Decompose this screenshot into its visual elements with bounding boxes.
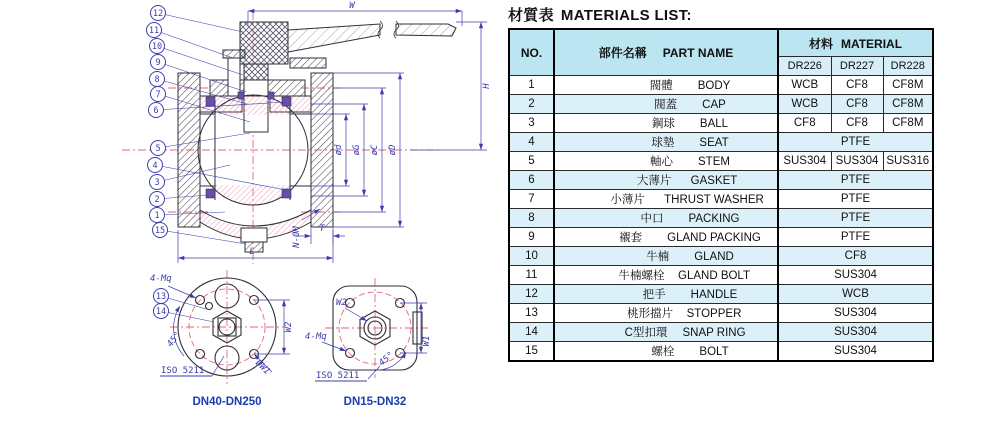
cell-material-merged: PTFE: [778, 133, 933, 152]
callout-number-4: 4: [152, 161, 158, 171]
cell-no: 2: [509, 95, 554, 114]
part-name-en: GLAND BOLT: [678, 270, 750, 282]
cell-material-merged: PTFE: [778, 190, 933, 209]
part-name-zh: 中口: [640, 213, 664, 225]
cell-no: 13: [509, 304, 554, 323]
cell-part-name: [554, 266, 778, 285]
callout-leader: [158, 133, 250, 148]
view-b-bolt-label: 4-Mq: [305, 332, 327, 342]
part-name-en: STOPPER: [686, 308, 742, 320]
view-a-w1-label: ØW1: [253, 358, 272, 377]
cell-part-name: [554, 228, 778, 247]
part-name-zh: 閥體: [649, 80, 673, 92]
cell-part-name: [554, 304, 778, 323]
callout-number-9: 9: [155, 58, 161, 68]
callout-number-7: 7: [155, 90, 161, 100]
cell-part-name: [554, 323, 778, 342]
callout-number-3: 3: [154, 178, 160, 188]
part-name-en: GASKET: [690, 175, 738, 187]
handle-hub: [240, 22, 288, 64]
dim-c-label: øC: [370, 144, 380, 156]
table-row: [509, 323, 933, 342]
cell-part-name: [554, 76, 778, 95]
materials-tbody: [509, 76, 933, 361]
col-header-dr227: DR227: [831, 57, 883, 76]
cell-material: SUS304: [778, 152, 831, 171]
part-name-zh: 大薄片: [636, 175, 672, 187]
callout-leader: [158, 13, 243, 32]
cell-no: 12: [509, 285, 554, 304]
callout-leader: [151, 30, 233, 58]
callout-number-14: 14: [155, 307, 167, 317]
cell-material-merged: PTFE: [778, 228, 933, 247]
cell-part-name: [554, 209, 778, 228]
dim-dbig-label: øD: [388, 144, 398, 156]
callout-number-1: 1: [154, 211, 160, 221]
part-name-zh: 軸心: [650, 156, 674, 168]
valve-body-section: [178, 21, 456, 252]
cell-part-name: [554, 171, 778, 190]
cell-no: 7: [509, 190, 554, 209]
cell-part-name: [554, 95, 778, 114]
table-row: [509, 133, 933, 152]
cell-no: 3: [509, 114, 554, 133]
callout-number-2: 2: [154, 195, 160, 205]
table-row: [509, 190, 933, 209]
callout-number-12: 12: [152, 9, 164, 19]
view-b-w2-label: W2: [336, 298, 347, 308]
part-name-zh: 牛楠: [646, 251, 670, 263]
view-a-iso-label: ISO 5211: [161, 366, 205, 376]
table-row: [509, 247, 933, 266]
left-flange: [178, 73, 200, 227]
cell-part-name: [554, 285, 778, 304]
part-name-en: SNAP RING: [682, 327, 746, 339]
cell-no: 11: [509, 266, 554, 285]
material-header-zh: 材料: [808, 36, 833, 51]
cell-no: 8: [509, 209, 554, 228]
cell-part-name: [554, 133, 778, 152]
part-name-zh: 桃形擋片: [627, 308, 674, 320]
materials-table: [508, 28, 934, 362]
cell-material: CF8M: [883, 95, 933, 114]
callout-number-11: 11: [148, 26, 160, 36]
part-name-en: CAP: [702, 99, 726, 111]
dim-h-label: H: [482, 83, 492, 89]
table-row: [509, 209, 933, 228]
dim-nm-label: N-ØM: [292, 226, 302, 248]
part-name-en: STEM: [698, 156, 730, 168]
part-name-en: GLAND: [694, 251, 734, 263]
cell-material-merged: SUS304: [778, 304, 933, 323]
cell-no: 9: [509, 228, 554, 247]
cell-material-merged: SUS304: [778, 323, 933, 342]
callout-number-10: 10: [151, 42, 163, 52]
flange-view-b: [305, 278, 432, 408]
view-a-angle-label: 45°: [165, 330, 184, 350]
dim-t-label: T: [319, 224, 325, 234]
title-en: MATERIALS LIST:: [560, 7, 692, 24]
table-row: [509, 285, 933, 304]
dim-g-label: øG: [352, 144, 362, 156]
dim-w-label: W: [349, 1, 355, 11]
cell-material: WCB: [778, 95, 831, 114]
material-header-en: MATERIAL: [840, 36, 903, 51]
col-header-no: NO.: [509, 29, 554, 76]
part-name-en: BOLT: [699, 345, 729, 358]
view-a-caption: DN40-DN250: [192, 396, 262, 408]
part-name-zh: 螺栓: [651, 345, 675, 358]
col-header-dr228: DR228: [883, 57, 933, 76]
table-row: [509, 152, 933, 171]
materials-list-title: [508, 4, 692, 25]
callout-number-6: 6: [153, 106, 159, 116]
cell-material-merged: PTFE: [778, 209, 933, 228]
callout-number-5: 5: [155, 144, 161, 154]
cell-no: 6: [509, 171, 554, 190]
callout-number-8: 8: [154, 75, 160, 85]
col-header-material: [778, 29, 933, 57]
view-a-bolt-label: 4-Mq: [150, 274, 172, 284]
cell-part-name: [554, 114, 778, 133]
part-name-en: GLAND PACKING: [667, 232, 761, 244]
view-a-w2-label: W2: [284, 321, 294, 333]
table-row: [509, 95, 933, 114]
title-zh: 材質表: [508, 7, 554, 24]
part-name-zh: C型扣環: [624, 327, 668, 339]
part-name-zh: 小薄片: [610, 194, 645, 206]
part-name-header-en: PART NAME: [662, 46, 734, 60]
cell-material: WCB: [778, 76, 831, 95]
view-b-angle-label: 45°: [377, 350, 397, 369]
callout-number-13: 13: [155, 292, 167, 302]
handle-lever: [288, 24, 380, 52]
cell-material: CF8: [778, 114, 831, 133]
flange-view-a: [150, 270, 294, 408]
cell-material-merged: CF8: [778, 247, 933, 266]
part-name-zh: 鋼球: [651, 118, 675, 130]
part-name-zh: 閥蓋: [654, 99, 678, 111]
cell-no: 1: [509, 76, 554, 95]
table-pane: [505, 0, 1000, 428]
table-row: [509, 114, 933, 133]
dim-l-label: L: [249, 247, 255, 257]
callout-leader: [161, 311, 214, 322]
cell-material: CF8: [831, 114, 883, 133]
cell-no: 4: [509, 133, 554, 152]
table-row: [509, 228, 933, 247]
col-header-dr226: DR226: [778, 57, 831, 76]
view-b-w1-label: W1: [422, 335, 432, 347]
cell-material-merged: WCB: [778, 285, 933, 304]
cell-material-merged: SUS304: [778, 266, 933, 285]
part-name-en: THRUST WASHER: [664, 194, 764, 206]
table-row: [509, 342, 933, 361]
table-row: [509, 266, 933, 285]
part-name-zh: 把手: [642, 289, 666, 301]
view-b-caption: DN15-DN32: [343, 396, 407, 408]
callout-number-15: 15: [154, 226, 166, 236]
cell-no: 14: [509, 323, 554, 342]
table-row: [509, 171, 933, 190]
part-name-en: SEAT: [699, 137, 729, 149]
part-name-zh: 襯套: [619, 232, 643, 244]
cell-no: 5: [509, 152, 554, 171]
cell-part-name: [554, 342, 778, 361]
part-name-en: PACKING: [688, 213, 740, 225]
table-row: [509, 304, 933, 323]
cell-no: 15: [509, 342, 554, 361]
dim-dsmall-label: ød: [334, 144, 344, 156]
cell-material: CF8: [831, 76, 883, 95]
part-name-en: BALL: [699, 118, 729, 130]
cell-part-name: [554, 190, 778, 209]
col-header-part-name: [554, 29, 778, 76]
cell-material-merged: PTFE: [778, 171, 933, 190]
cell-material-merged: SUS304: [778, 342, 933, 361]
cell-material: CF8: [831, 95, 883, 114]
cell-no: 10: [509, 247, 554, 266]
view-b-iso-label: ISO 5211: [316, 371, 360, 381]
cell-part-name: [554, 152, 778, 171]
cell-material: CF8M: [883, 114, 933, 133]
cell-material: CF8M: [883, 76, 933, 95]
part-name-en: BODY: [697, 80, 731, 92]
part-name-header-zh: 部件名稱: [598, 46, 647, 60]
cell-material: SUS316: [883, 152, 933, 171]
table-row: [509, 76, 933, 95]
right-flange: [311, 73, 333, 227]
stopper-tab: [290, 58, 326, 68]
cell-material: SUS304: [831, 152, 883, 171]
part-name-zh: 牛楠螺栓: [618, 270, 665, 282]
part-name-en: HANDLE: [690, 289, 738, 301]
cell-part-name: [554, 247, 778, 266]
gland-bolt: [223, 50, 245, 58]
part-name-zh: 球墊: [651, 137, 675, 149]
